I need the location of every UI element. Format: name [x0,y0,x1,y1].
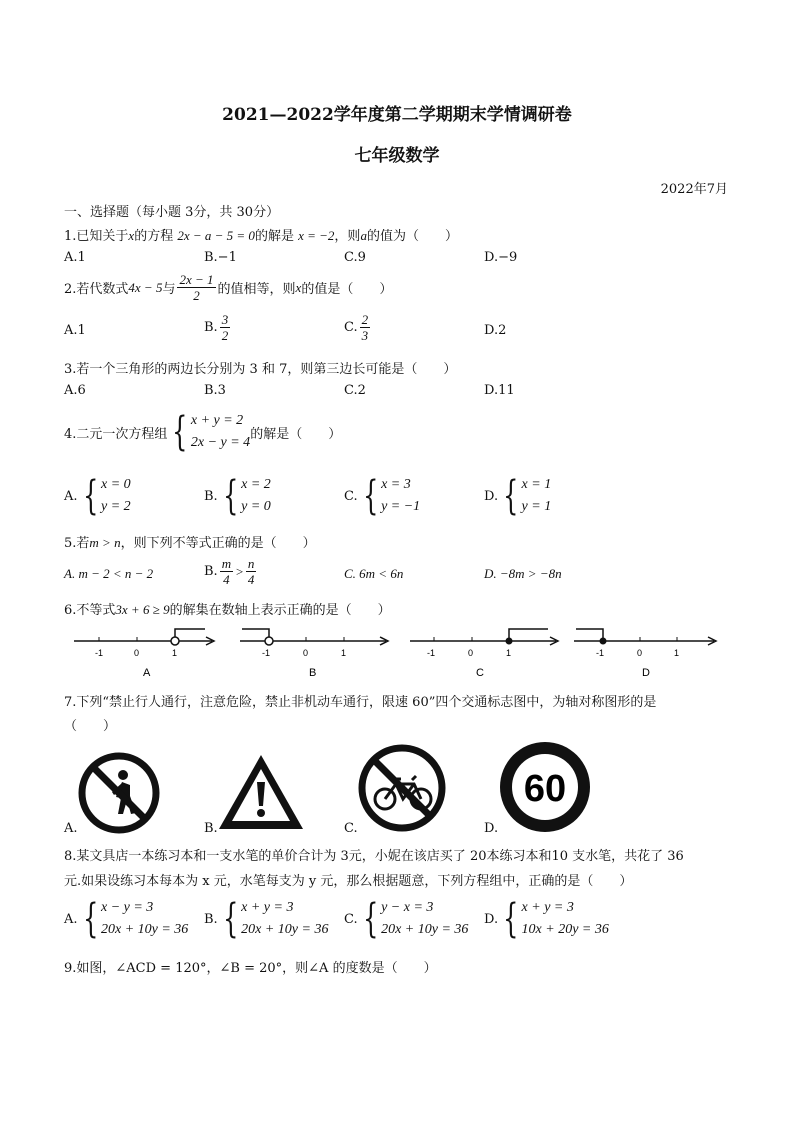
number-line-a-label: A [143,667,151,679]
q7-option-c: C. [344,821,358,836]
q2-option-b: B. $\frac{3}{2}$ [204,312,229,343]
no-bicycle-sign-icon [358,744,446,832]
number-line-a [70,624,220,684]
page-subtitle: 七年级数学 [354,146,440,166]
svg-text:-1: -1 [427,648,436,658]
q4-option-a: A. { x = 0 y = 2 [64,473,131,519]
q1-option-d: D.−9 [484,250,518,265]
q8-option-c: C. { y − x = 3 20x + 10y = 36 [344,896,469,942]
question-3: 3.若一个三角形的两边长分别为 3 和 7，则第三边长可能是（ ） [64,362,457,377]
no-pedestrian-sign-icon [78,752,160,834]
q5-option-d: D. −8m > −8n [484,566,562,581]
svg-text:-1: -1 [596,648,605,658]
speed-limit-value: 60 [523,768,567,810]
q3-option-a: A.6 [64,383,86,398]
number-line-c-label: C [476,667,484,679]
page-title: 2021—2022学年度第二学期期末学情调研卷 [222,105,572,125]
q7-option-d: D. [484,821,499,836]
q3-option-c: C.2 [344,383,366,398]
question-8: 8.某文具店一本练习本和一支水笔的单价合计为 3元，小妮在该店买了 20本练习本和10 支水笔，共花了 36 [64,849,684,864]
question-7-bracket: （ ） [64,719,117,734]
section-heading: 一、选择题（每小题 3分，共 30分） [64,205,280,220]
number-line-b-label: B [309,667,317,679]
q2-option-d: D.2 [484,323,507,338]
q5-option-b: B. $\frac{m}{4}$ > $\frac{n}{4}$ [204,556,255,587]
svg-text:0: 0 [637,648,643,658]
question-4: 4.二元一次方程组 { x + y = 2 2x − y = 4 的解是（ ） [64,409,342,455]
number-line-d-label: D [642,667,650,679]
q1-option-b: B.−1 [204,250,237,265]
q7-option-b: B. [204,821,218,836]
svg-text:1: 1 [674,648,680,658]
q4-option-c: C. { x = 3 y = −1 [344,473,421,519]
q5-option-a: A. m − 2 < n − 2 [64,566,154,581]
question-1: 1.已知关于x的方程 2x − a − 5 = 0的解是 x = −2，则a的值为（ ） [64,228,458,244]
number-line-b [236,624,394,684]
question-2: 2.若代数式 4x − 5 与 $\frac{2x - 1}{2}$ 的值相等，则 x 的值是（ ） [64,272,393,303]
svg-text:-1: -1 [95,648,104,658]
q4-option-d: D. { x = 1 y = 1 [484,473,552,519]
question-7: 7.下列“禁止行人通行，注意危险，禁止非机动车通行，限速 60”四个交通标志图中，为轴对称图形的是 [64,695,657,710]
speed-limit-sign-icon [498,740,592,834]
q2-option-a: A.1 [64,323,86,338]
svg-text:1: 1 [341,648,347,658]
question-5: 5.若m > n，则下列不等式正确的是（ ） [64,535,316,551]
q5-option-c: C. 6m < 6n [344,566,404,581]
question-9: 9.如图，∠ACD = 120°，∠B = 20°，则∠A 的度数是（ ） [64,961,437,976]
q8-option-a: A. { x − y = 3 20x + 10y = 36 [64,896,189,942]
number-line-c [406,624,564,684]
q3-option-b: B.3 [204,383,226,398]
svg-text:1: 1 [506,648,512,658]
q1-option-c: C.9 [344,250,366,265]
q1-option-a: A.1 [64,250,86,265]
exam-date: 2022年7月 [660,182,728,197]
q4-option-b: B. { x = 2 y = 0 [204,473,271,519]
svg-text:0: 0 [303,648,309,658]
svg-text:1: 1 [172,648,178,658]
question-6: 6.不等式3x + 6 ≥ 9的解集在数轴上表示正确的是（ ） [64,602,391,618]
question-8-line2: 元.如果设练习本每本为 x 元，水笔每支为 y 元，那么根据题意，下列方程组中，正确的是（ ） [64,874,633,889]
q3-option-d: D.11 [484,383,515,398]
warning-triangle-sign-icon [216,752,306,832]
q2-option-c: C. $\frac{2}{3}$ [344,312,369,343]
q8-option-b: B. { x + y = 3 20x + 10y = 36 [204,896,329,942]
q8-option-d: D. { x + y = 3 10x + 20y = 36 [484,896,609,942]
svg-text:-1: -1 [262,648,271,658]
svg-text:0: 0 [468,648,474,658]
svg-text:0: 0 [134,648,140,658]
q7-option-a: A. [64,821,78,836]
number-line-d [570,624,722,684]
